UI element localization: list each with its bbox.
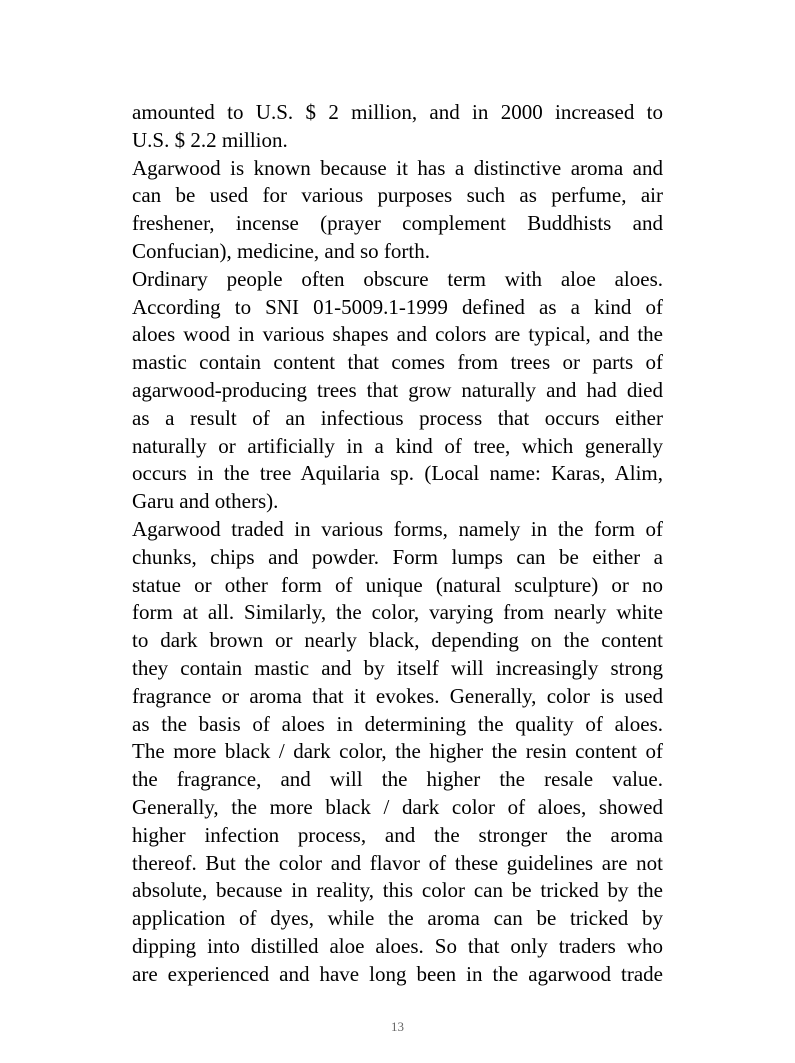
text-line: Confucian), medicine, and so forth. (132, 238, 430, 263)
text-line: as the basis of aloes in determining the quality of aloes. (132, 711, 663, 736)
text-line: freshener, incense (prayer complement Buddhists and (132, 211, 663, 236)
text-line: Generally, the more black / dark color of aloes, showed (132, 794, 663, 819)
text-line: application of dyes, while the aroma can be tricked by (132, 906, 663, 931)
text-line: aloes wood in various shapes and colors are typical, and the (132, 322, 663, 347)
text-line: higher infection process, and the stronger the aroma (132, 822, 663, 847)
text-line: as a result of an infectious process that occurs either (132, 405, 663, 430)
body-text (132, 99, 663, 989)
text-line: form at all. Similarly, the color, varying from nearly white (132, 600, 663, 625)
text-line: thereof. But the color and flavor of these guidelines are not (132, 850, 663, 875)
text-line: The more black / dark color, the higher the resin content of (132, 739, 663, 764)
text-line: absolute, because in reality, this color can be tricked by the (132, 878, 663, 903)
page-number: 13 (391, 1019, 404, 1034)
text-line: dipping into distilled aloe aloes. So that only traders who (132, 933, 663, 958)
text-line: Agarwood is known because it has a distinctive aroma and (132, 155, 663, 180)
text-line: Garu and others). (132, 489, 279, 514)
text-line: Agarwood traded in various forms, namely in the form of (132, 516, 663, 541)
text-line: U.S. $ 2.2 million. (132, 127, 288, 152)
text-line: chunks, chips and powder. Form lumps can be either a (132, 544, 663, 569)
paragraph (132, 99, 663, 155)
text-line: mastic contain content that comes from trees or parts of (132, 350, 663, 375)
text-line: naturally or artificially in a kind of tree, which generally (132, 433, 663, 458)
text-line: fragrance or aroma that it evokes. Generally, color is used (132, 683, 663, 708)
text-line: occurs in the tree Aquilaria sp. (Local name: Karas, Alim, (132, 461, 663, 486)
text-line: Ordinary people often obscure term with aloe aloes. (132, 266, 663, 291)
text-line: According to SNI 01-5009.1-1999 defined as a kind of (132, 294, 663, 319)
paragraph (132, 155, 663, 266)
text-line: are experienced and have long been in the agarwood trade (132, 961, 663, 986)
paragraph (132, 516, 663, 989)
text-line: agarwood-producing trees that grow naturally and had died (132, 377, 663, 402)
text-line: can be used for various purposes such as perfume, air (132, 183, 663, 208)
text-line: they contain mastic and by itself will increasingly strong (132, 655, 663, 680)
text-line: to dark brown or nearly black, depending on the content (132, 628, 663, 653)
paragraph (132, 266, 663, 516)
text-line: the fragrance, and will the higher the resale value. (132, 767, 663, 792)
text-line: amounted to U.S. $ 2 million, and in 2000 increased to (132, 100, 663, 124)
text-line: statue or other form of unique (natural sculpture) or no (132, 572, 663, 597)
